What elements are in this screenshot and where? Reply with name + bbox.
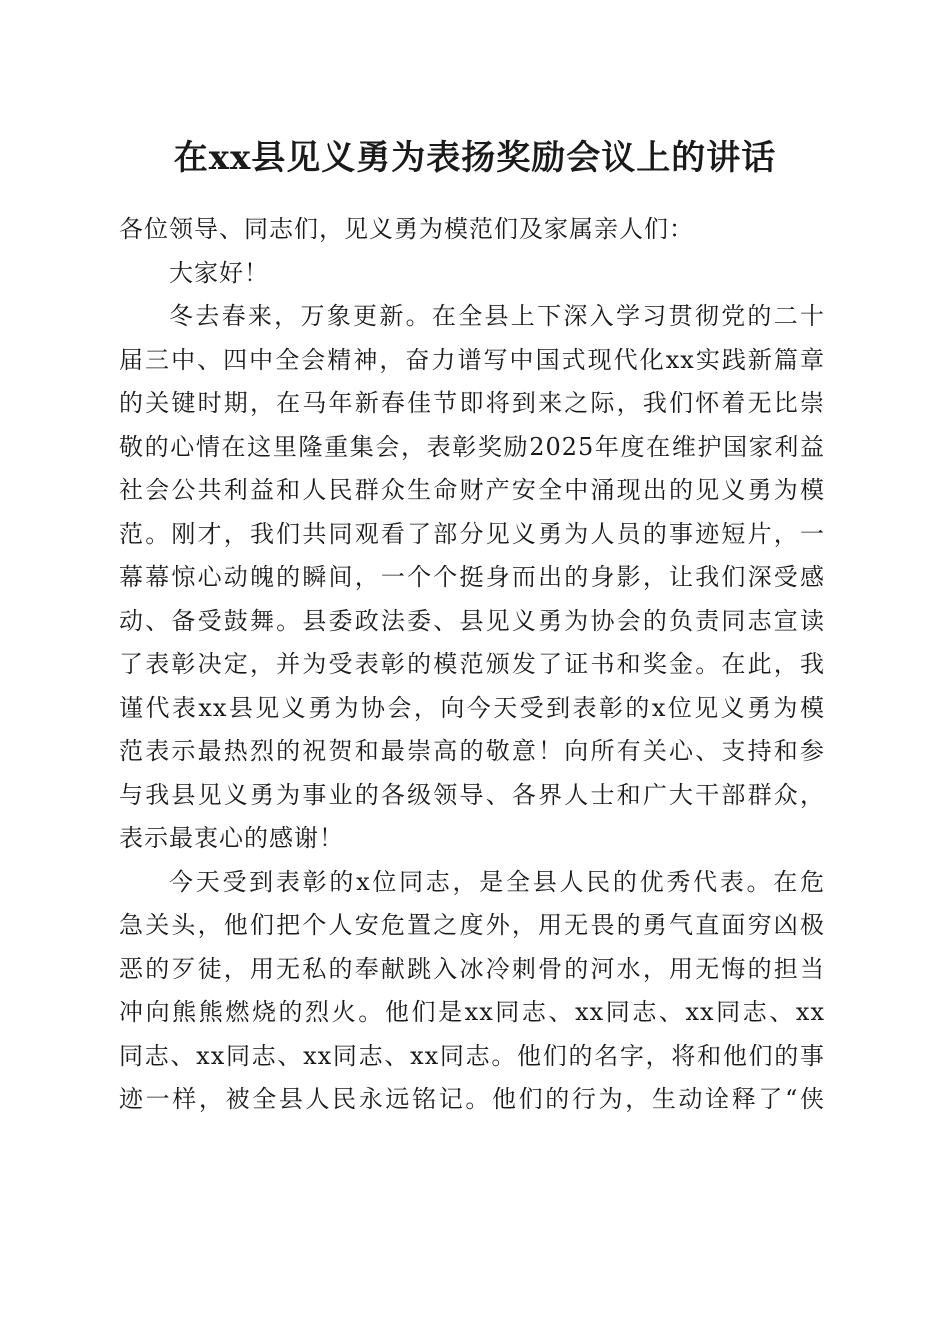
- text-line: 幕幕惊心动魄的瞬间，一个个挺身而出的身影，让我们深受感: [119, 563, 825, 591]
- salutation: 各位领导、同志们，见义勇为模范们及家属亲人们：: [119, 215, 694, 243]
- text-line: 急关头，他们把个人安危置之度外，用无畏的勇气直面穷凶极: [119, 911, 825, 939]
- paragraph-1: [119, 295, 825, 861]
- text-line: 今天受到表彰的x位同志，是全县人民的优秀代表。在危: [169, 867, 825, 896]
- paragraph-2: [119, 861, 825, 1122]
- text-line: 迹一样，被全县人民永远铭记。他们的行为，生动诠释了“侠: [119, 1085, 825, 1113]
- text-line: 谨代表xx县见义勇为协会，向今天受到表彰的x位见义勇为模: [119, 693, 825, 722]
- text-line: 冲向熊熊燃烧的烈火。他们是xx同志、xx同志、xx同志、xx: [119, 998, 825, 1026]
- document-body: [119, 208, 825, 1122]
- text-line: 表示最衷心的感谢！: [119, 824, 344, 852]
- text-line: 恶的歹徒，用无私的奉献跳入冰冷刺骨的河水，用无悔的担当: [119, 954, 825, 983]
- text-line: 冬去春来，万象更新。在全县上下深入学习贯彻党的二十: [169, 302, 825, 330]
- text-line: 了表彰决定，并为受表彰的模范颁发了证书和奖金。在此，我: [119, 650, 825, 678]
- text-line: 社会公共利益和人民群众生命财产安全中涌现出的见义勇为模: [119, 476, 825, 504]
- text-line: 动、备受鼓舞。县委政法委、县见义勇为协会的负责同志宣读: [119, 606, 825, 635]
- text-line: 届三中、四中全会精神，奋力谱写中国式现代化xx实践新篇章: [119, 345, 825, 374]
- text-line: 范表示最热烈的祝贺和最崇高的敬意！向所有关心、支持和参: [119, 737, 825, 765]
- document-title: 在xx县见义勇为表扬奖励会议上的讲话: [173, 138, 777, 178]
- text-line: 同志、xx同志、xx同志、xx同志。他们的名字，将和他们的事: [119, 1041, 825, 1070]
- greeting: 大家好！: [169, 258, 269, 287]
- text-line: 敬的心情在这里隆重集会，表彰奖励2025年度在维护国家利益: [119, 432, 825, 461]
- text-line: 与我县见义勇为事业的各级领导、各界人士和广大干部群众，: [119, 780, 825, 809]
- text-line: 范。刚才，我们共同观看了部分见义勇为人员的事迹短片，一: [119, 519, 825, 548]
- text-line: 的关键时期，在马年新春佳节即将到来之际，我们怀着无比崇: [119, 389, 825, 417]
